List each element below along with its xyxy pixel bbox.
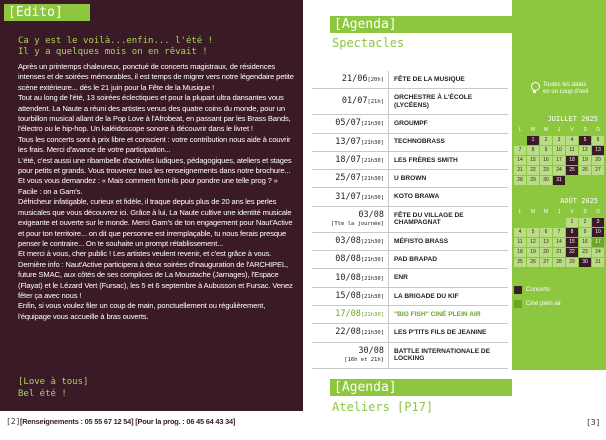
sign-off-line: [Love à tous] <box>18 377 89 387</box>
event-row <box>312 89 508 115</box>
event-name: FÊTE DU VILLAGE DE CHAMPAGNAT <box>388 207 508 232</box>
event-name: KOTO BRAWA <box>388 188 508 205</box>
calendar-day: 15 <box>527 156 539 165</box>
event-name: U BROWN <box>388 170 508 187</box>
event-row <box>312 207 508 233</box>
event-name: LES FRÈRES SMITH <box>388 152 508 169</box>
calendar-day: 21 <box>553 248 565 257</box>
event-date <box>312 174 388 183</box>
calendar-day: 3 <box>592 218 604 227</box>
event-row <box>312 188 508 206</box>
calendar-day: 10 <box>592 228 604 237</box>
calendar-day: 20 <box>540 248 552 257</box>
calendar-july <box>514 115 600 185</box>
calendar-day: 2 <box>579 218 591 227</box>
calendar-day: 14 <box>514 156 526 165</box>
calendar-weekday: J <box>557 209 561 215</box>
sidebar-note-line: Toutes les dates <box>543 82 587 88</box>
event-day: 08/08 <box>335 254 361 265</box>
event-row <box>312 115 508 133</box>
calendar-day: 14 <box>553 238 565 247</box>
event-date <box>312 310 388 319</box>
event-name: TECHNOBRASS <box>388 134 508 151</box>
event-time: [21h30] <box>360 194 384 201</box>
calendar-day: 13 <box>592 146 604 155</box>
calendar-day: 29 <box>566 258 578 267</box>
event-day: 13/07 <box>335 136 361 147</box>
edito-paragraph: Défricheur infatigable, curieux et fidèle, il traque depuis plus de 20 ans les perles musicales que vous découvrez ici. Grâce à lui, La Naute cultive une identité musicale exigeante et ouverte sur le monde. Merci Gam's de ton engagement pour Naut'Active et pour ton territoire... on dit que personne est irremplaçable, tu nous ferais presque penser le contraire... On te souhaite un prompt rétablissement... <box>18 197 293 248</box>
calendar-day: 1 <box>527 136 539 145</box>
calendar-blank <box>540 218 552 227</box>
event-time: [21h30] <box>360 293 384 300</box>
calendar-day: 9 <box>540 146 552 155</box>
calendar-day: 22 <box>527 166 539 175</box>
event-name: ORCHESTRE À L'ÉCOLE (LYCÉENS) <box>388 89 508 114</box>
calendar-day: 4 <box>566 136 578 145</box>
calendar-weekday: V <box>570 127 574 133</box>
calendar-day: 15 <box>566 238 578 247</box>
page-number-right: [3] <box>586 418 601 427</box>
event-time: [21h30] <box>360 275 384 282</box>
spectacles-title: Spectacles <box>332 36 405 50</box>
edito-paragraph: Tous les concerts sont à prix libre et conscient : votre contribution nous aide à couvrir les frais. Merci d'avance de votre participation... <box>18 134 291 155</box>
calendar-day: 7 <box>553 228 565 237</box>
calendar-weekday: M <box>530 127 536 133</box>
edito-paragraph: Tout au long de l'été, 13 soirées éclectiques et pour la plupart ultra dansantes vous attendent. La Naute a réuni des artistes venus des quatre coins du monde, pour un tourbillon musical allant de la Pop Love à l'Afrobeat, en passant par les Brass Bands, l'électro ou le hip-hop. Un kaléidoscope sonore à découvrir dans le livret ! <box>18 93 291 134</box>
event-date <box>312 193 388 202</box>
event-name: LA BRIGADE DU KIF <box>388 288 508 305</box>
event-day: 01/07 <box>341 96 368 107</box>
calendar-weekday: V <box>570 209 574 215</box>
calendar-day: 24 <box>592 248 604 257</box>
event-day: 03/08 <box>358 209 384 220</box>
event-name: LES P'TITS FILS DE JEANINE <box>388 324 508 341</box>
legend-label: Concerts <box>526 287 551 293</box>
event-name: "BIG FISH" CINÉ PLEIN AIR <box>388 306 508 323</box>
event-time: [21h30] <box>360 121 384 128</box>
event-time: [20h] <box>367 77 384 84</box>
calendar-weekday: J <box>557 127 561 133</box>
event-time: [21h] <box>367 99 384 106</box>
sign-off-line: Bel été ! <box>18 389 67 399</box>
calendar-day: 17 <box>553 156 565 165</box>
calendar-day: 8 <box>566 228 578 237</box>
calendar-day: 4 <box>514 228 526 237</box>
calendar-day: 6 <box>540 228 552 237</box>
event-time: [21h30] <box>360 139 384 146</box>
calendar-day: 10 <box>553 146 565 155</box>
event-day: 31/07 <box>335 191 361 202</box>
edito-tag: [Edito] <box>4 4 90 21</box>
calendar-weekday: L <box>518 209 522 215</box>
event-row <box>312 269 508 287</box>
calendar-weekday: M <box>543 127 549 133</box>
calendar-weekday: S <box>583 127 587 133</box>
event-row <box>312 134 508 152</box>
calendar-day: 18 <box>514 248 526 257</box>
event-time: [Tte la journée] <box>331 220 384 227</box>
event-date <box>312 237 388 246</box>
calendar-day: 20 <box>592 156 604 165</box>
ateliers-title: Ateliers [P17] <box>332 400 434 414</box>
edito-paragraph: Enfin, si vous voulez filer un coup de main, ponctuellement ou régulièrement, l'équipage vous accueille à bras ouverts. <box>18 301 266 321</box>
calendar-day: 29 <box>527 176 539 185</box>
calendar-day: 30 <box>540 176 552 185</box>
event-time: [16h et 21h] <box>344 356 384 363</box>
event-row <box>312 306 508 324</box>
legend-item-concerts <box>514 283 561 297</box>
calendar-weekday: D <box>596 209 600 215</box>
events-list <box>312 71 508 369</box>
calendar-day: 17 <box>592 238 604 247</box>
calendar-day: 30 <box>579 258 591 267</box>
event-date <box>312 274 388 283</box>
calendar-blank <box>553 218 565 227</box>
event-day: 18/07 <box>335 155 361 166</box>
event-day: 21/06 <box>341 74 368 85</box>
calendar-blank <box>527 218 539 227</box>
calendar-weekday: M <box>543 209 549 215</box>
calendar-weekday: D <box>596 127 600 133</box>
calendar-day: 25 <box>566 166 578 175</box>
edito-body <box>18 62 299 322</box>
calendar-day: 16 <box>540 156 552 165</box>
calendar-day: 28 <box>514 176 526 185</box>
event-row <box>312 251 508 269</box>
calendar-day: 19 <box>579 156 591 165</box>
page-number-left: [2] <box>6 417 21 426</box>
event-day: 22/08 <box>335 327 361 338</box>
calendar-legend <box>514 283 561 311</box>
event-date <box>312 255 388 264</box>
calendar-day: 7 <box>514 146 526 155</box>
event-day: 15/08 <box>335 290 361 301</box>
edito-paragraph: Et merci à vous, cher public ! Les artistes veulent revenir, et c'est grâce à vous. <box>18 249 272 259</box>
calendar-day: 1 <box>566 218 578 227</box>
event-day: 05/07 <box>335 118 361 129</box>
event-name: MÉFISTO BRASS <box>388 233 508 250</box>
calendar-weekday: S <box>583 209 587 215</box>
event-day: 30/08 <box>358 345 384 356</box>
calendar-day: 12 <box>579 146 591 155</box>
calendar-day: 9 <box>579 228 591 237</box>
event-name: FÊTE DE LA MUSIQUE <box>388 71 508 88</box>
calendar-sidebar <box>512 0 606 370</box>
calendar-day: 5 <box>579 136 591 145</box>
calendar-day: 27 <box>592 166 604 175</box>
event-name: BATTLE INTERNATIONALE DE LOCKING <box>388 343 508 368</box>
calendar-day: 5 <box>527 228 539 237</box>
calendar-day: 26 <box>527 258 539 267</box>
calendar-day: 11 <box>566 146 578 155</box>
calendar-day: 22 <box>566 248 578 257</box>
calendar-day: 3 <box>553 136 565 145</box>
event-row <box>312 71 508 89</box>
calendar-weekday: M <box>530 209 536 215</box>
calendar-day: 6 <box>592 136 604 145</box>
calendar-day: 27 <box>540 258 552 267</box>
event-name: GROUMPF <box>388 115 508 132</box>
headline-line: Ca y est le voilà...enfin... l'été ! <box>18 36 214 46</box>
event-row <box>312 343 508 369</box>
event-row <box>312 170 508 188</box>
calendar-grid <box>514 208 600 267</box>
calendar-day: 24 <box>553 166 565 175</box>
calendar-day: 21 <box>514 166 526 175</box>
event-day: 10/08 <box>335 272 361 283</box>
legend-label: Ciné plein air <box>526 301 562 307</box>
edito-paragraph: Après un printemps chaleureux, ponctué de concerts magistraux, de résidences intenses et de soirées mémorables, il est temps de migrer vers notre légendaire petite scène extérieure... dès le 21 juin pour la Fête de la Musique ! <box>18 62 294 92</box>
event-date <box>312 156 388 165</box>
event-day: 25/07 <box>335 173 361 184</box>
event-name: ENR <box>388 269 508 286</box>
agenda-tag-ateliers: [Agenda] <box>330 379 512 396</box>
edito-paragraph: L'été, c'est aussi une ribambelle d'activités ludiques, pédagogiques, ateliers et stages pour petits et grands. Vous trouverez tous les renseignements dans notre brochure... <box>18 155 292 176</box>
legend-swatch <box>514 286 522 294</box>
event-date <box>312 211 388 228</box>
calendar-day: 26 <box>579 166 591 175</box>
edito-headline <box>18 36 298 58</box>
event-time: [21h30] <box>360 158 384 165</box>
legend-item-cinema <box>514 297 561 311</box>
calendar-grid <box>514 126 600 185</box>
calendar-title: JUILLET 2025 <box>547 115 598 123</box>
calendar-day: 31 <box>592 258 604 267</box>
event-time: [21h30] <box>360 238 384 245</box>
edito-paragraph: Dernière info : Naut'Active participera à deux soirées d'inauguration de l'ARCHIPEL, future SMAC, aux côtés de ses complices de La Moustache (Jarnages), l'Espace (Flayat) et le Lézard Vert (Fursac), les 5 et 6 septembre à Aubusson et Fursac. Venez fêter ça avec nous ! <box>18 259 293 300</box>
event-date <box>312 119 388 128</box>
calendar-blank <box>514 218 526 227</box>
info-line: [Renseignements : 05 55 67 12 54] [Pour la prog. : 06 45 64 43 34] <box>20 417 236 426</box>
edito-sign-off <box>18 376 88 400</box>
calendar-day: 18 <box>566 156 578 165</box>
event-date <box>312 292 388 301</box>
calendar-day: 25 <box>514 258 526 267</box>
calendar-day: 23 <box>540 166 552 175</box>
sidebar-note <box>530 82 588 96</box>
event-row <box>312 233 508 251</box>
calendar-day: 28 <box>553 258 565 267</box>
event-time: [21h30] <box>360 312 384 319</box>
event-name: PAD BRAPAD <box>388 251 508 268</box>
legend-swatch <box>514 300 522 308</box>
calendar-day: 11 <box>514 238 526 247</box>
calendar-day: 13 <box>540 238 552 247</box>
event-date <box>312 75 388 84</box>
lightbulb-icon <box>530 82 539 94</box>
event-row <box>312 324 508 342</box>
event-time: [21h30] <box>360 330 384 337</box>
calendar-title: AOÛT 2025 <box>560 197 598 205</box>
calendar-day: 31 <box>553 176 565 185</box>
event-day: 17/08 <box>335 309 361 320</box>
event-date <box>312 138 388 147</box>
calendar-day: 23 <box>579 248 591 257</box>
calendar-day: 2 <box>540 136 552 145</box>
event-time: [21h30] <box>360 176 384 183</box>
calendar-day: 16 <box>579 238 591 247</box>
event-date <box>312 97 388 106</box>
agenda-tag: [Agenda] <box>330 16 512 33</box>
calendar-day: 8 <box>527 146 539 155</box>
edito-paragraph: Et vous vous demandez : « Mais comment font-ils pour pondre une telle prog ? » Facile : on a Gam's. <box>18 176 278 196</box>
calendar-weekday: L <box>518 127 522 133</box>
calendar-blank <box>514 136 526 145</box>
calendar-august <box>514 197 600 267</box>
event-date <box>312 347 388 364</box>
headline-line: Il y a quelques mois on en rêvait ! <box>18 47 208 57</box>
sidebar-note-line: en un coup d'oeil <box>543 89 589 95</box>
event-time: [21h30] <box>360 257 384 264</box>
calendar-day: 19 <box>527 248 539 257</box>
event-row <box>312 152 508 170</box>
calendar-day: 12 <box>527 238 539 247</box>
event-row <box>312 288 508 306</box>
event-date <box>312 328 388 337</box>
event-day: 03/08 <box>335 235 361 246</box>
